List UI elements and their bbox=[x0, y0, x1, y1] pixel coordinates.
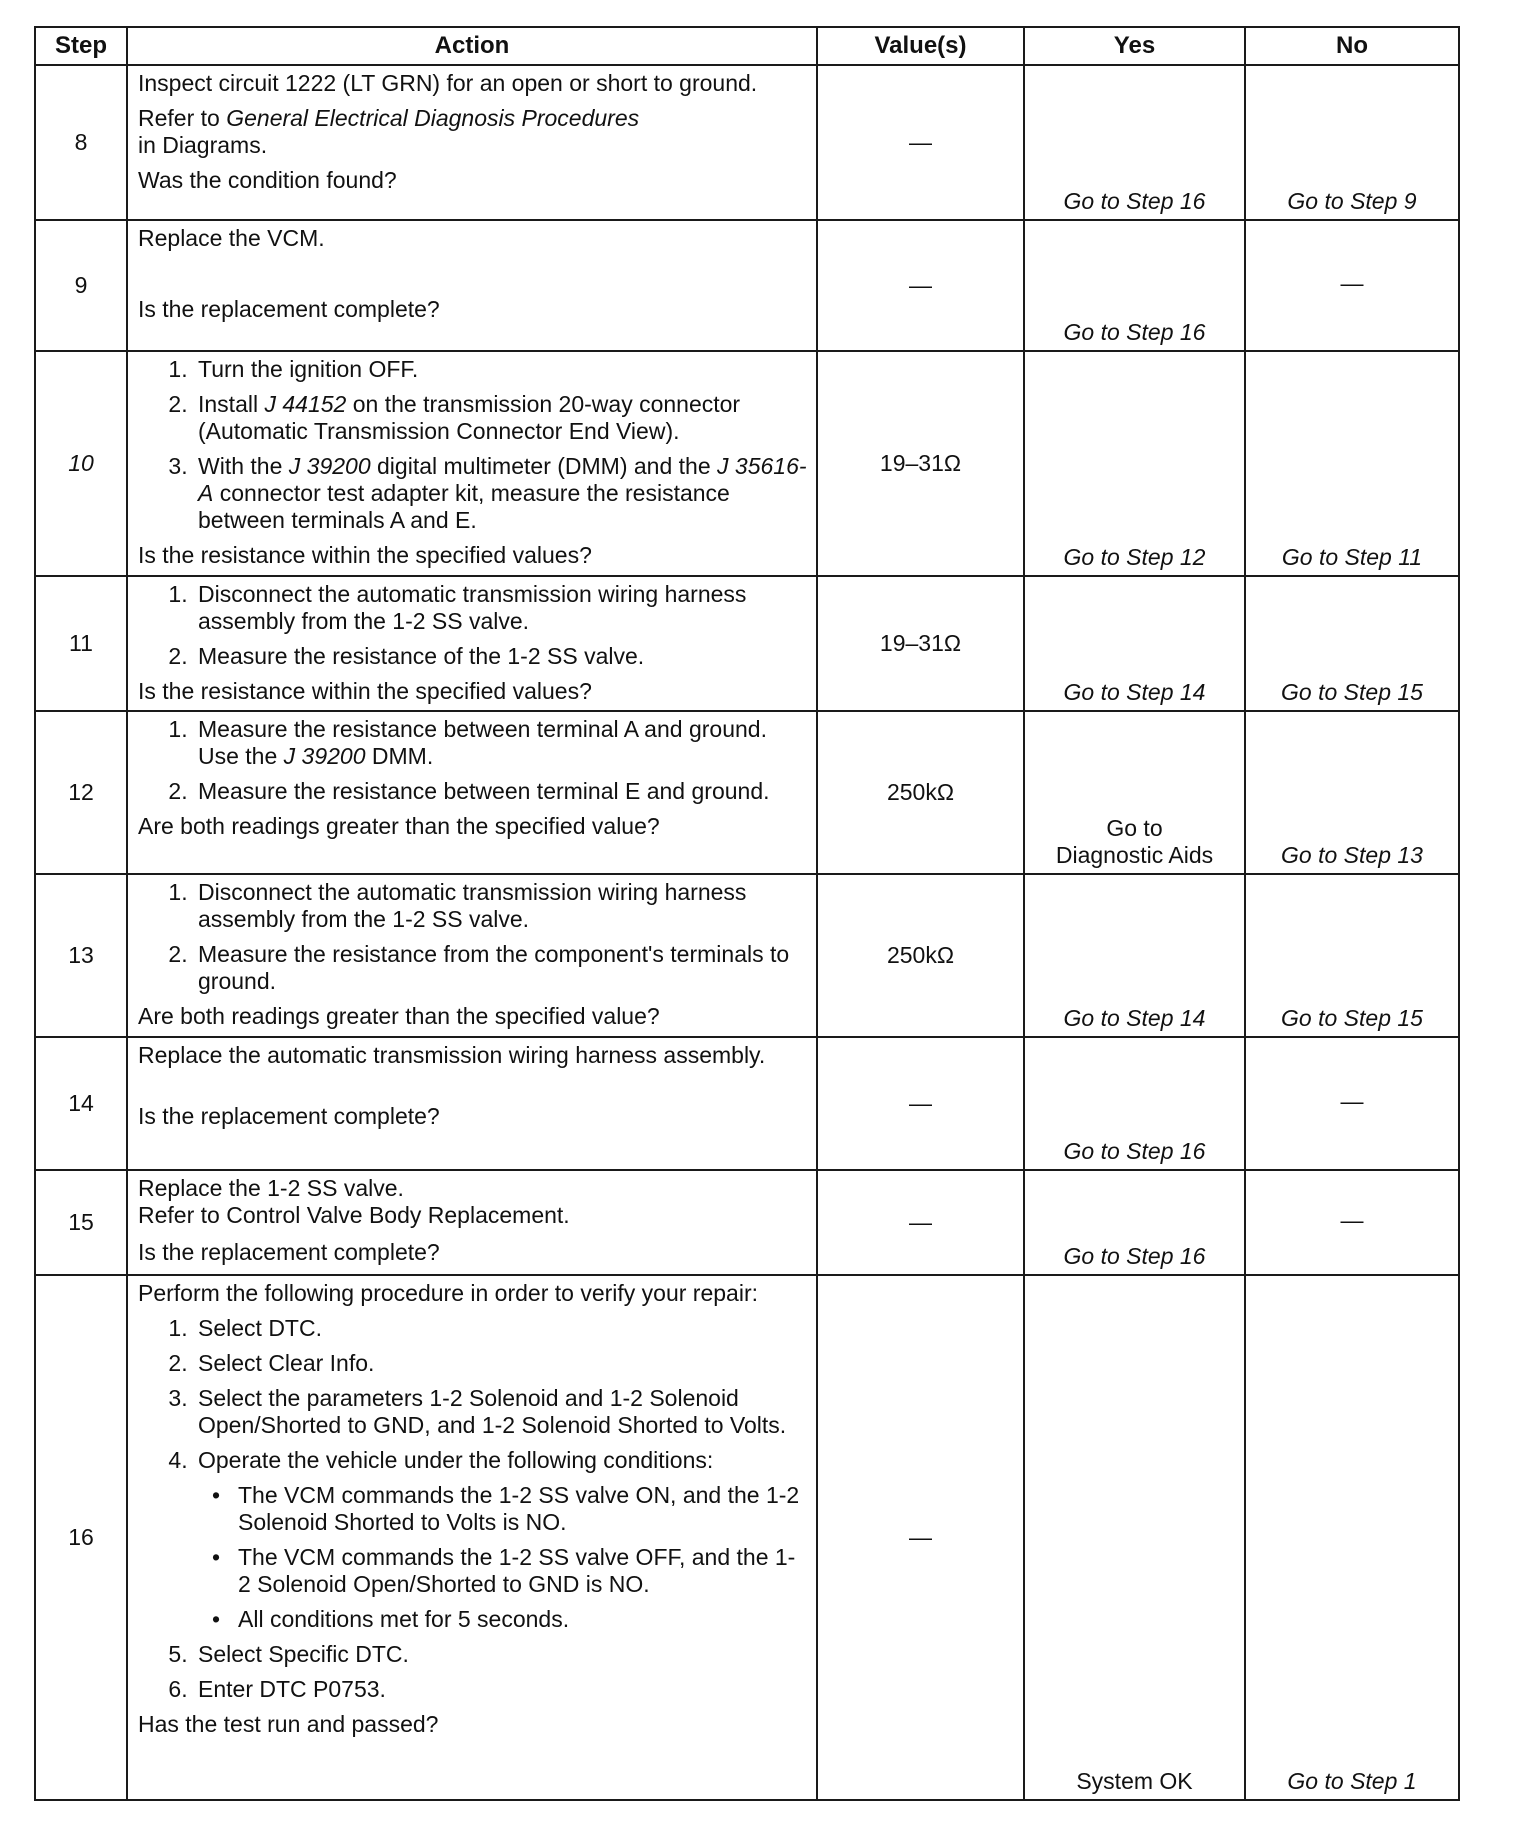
list-item: 1. Disconnect the automatic transmission wiring harness assembly from the 1-2 SS valve. bbox=[194, 581, 808, 635]
list-item: 2. Select Clear Info. bbox=[194, 1350, 808, 1377]
yes-cell: Go to Step 14 bbox=[1024, 874, 1245, 1037]
yes-cell: Go to Step 16 bbox=[1024, 220, 1245, 351]
yes-cell: Go to Step 16 bbox=[1024, 1170, 1245, 1275]
action-cell bbox=[127, 351, 817, 576]
list-item bbox=[194, 391, 808, 445]
table-row bbox=[35, 576, 1459, 711]
action-text: Install bbox=[198, 391, 265, 417]
action-question: Are both readings greater than the specified value? bbox=[138, 813, 660, 839]
action-cell bbox=[127, 874, 817, 1037]
header-values: Value(s) bbox=[817, 27, 1024, 65]
value-cell: — bbox=[817, 1170, 1024, 1275]
action-cell bbox=[127, 65, 817, 220]
action-question: Is the replacement complete? bbox=[138, 1239, 440, 1265]
action-text bbox=[138, 105, 808, 159]
action-question: Is the replacement complete? bbox=[138, 296, 440, 322]
action-cell bbox=[127, 220, 817, 351]
value-cell: — bbox=[817, 65, 1024, 220]
list-item: 3. Select the parameters 1-2 Solenoid and 1-2 Solenoid Open/Shorted to GND, and 1-2 Solenoid Shorted to Volts. bbox=[194, 1385, 808, 1439]
yes-cell: Go to Step 12 bbox=[1024, 351, 1245, 576]
action-text: Perform the following procedure in order to verify your repair: bbox=[138, 1280, 759, 1306]
list-item: 6. Enter DTC P0753. bbox=[194, 1676, 808, 1703]
step-number: 9 bbox=[35, 220, 127, 351]
list-item: 1. Turn the ignition OFF. bbox=[194, 356, 808, 383]
action-text bbox=[138, 1175, 808, 1229]
step-number: 16 bbox=[35, 1275, 127, 1800]
action-text: Operate the vehicle under the following conditions: bbox=[198, 1447, 714, 1473]
yes-text: Diagnostic Aids bbox=[1055, 842, 1214, 868]
bullet-item: • All conditions met for 5 seconds. bbox=[234, 1606, 808, 1633]
table-row bbox=[35, 711, 1459, 874]
yes-cell: Go to Step 16 bbox=[1024, 1037, 1245, 1170]
step-list bbox=[138, 1315, 808, 1703]
action-text: Measure the resistance between terminal A and ground. Use the bbox=[198, 716, 767, 769]
list-item: 1. Select DTC. bbox=[194, 1315, 808, 1342]
table-row bbox=[35, 220, 1459, 351]
table-row bbox=[35, 1037, 1459, 1170]
action-question: Has the test run and passed? bbox=[138, 1711, 439, 1737]
yes-text: Go to bbox=[1106, 815, 1163, 841]
action-text: With the bbox=[198, 453, 289, 479]
value-cell: 250kΩ bbox=[817, 711, 1024, 874]
step-list bbox=[138, 581, 808, 670]
tool-reference: J 39200 bbox=[288, 453, 371, 479]
action-text: Replace the automatic transmission wiring harness assembly. bbox=[138, 1042, 766, 1068]
step-number: 15 bbox=[35, 1170, 127, 1275]
no-cell: — bbox=[1245, 1170, 1459, 1275]
value-cell: — bbox=[817, 220, 1024, 351]
condition-list bbox=[198, 1482, 808, 1633]
action-text: Replace the 1-2 SS valve. bbox=[138, 1175, 404, 1201]
no-cell: — bbox=[1245, 1037, 1459, 1170]
step-list bbox=[138, 356, 808, 534]
list-item bbox=[194, 453, 808, 534]
step-list bbox=[138, 716, 808, 805]
action-cell bbox=[127, 1170, 817, 1275]
action-text: DMM. bbox=[365, 743, 434, 769]
list-item: 2. Measure the resistance between terminal E and ground. bbox=[194, 778, 808, 805]
yes-cell: Go to Step 14 bbox=[1024, 576, 1245, 711]
step-number: 14 bbox=[35, 1037, 127, 1170]
step-number: 8 bbox=[35, 65, 127, 220]
action-text: on the transmission 20-way connector (Automatic Transmission Connector End View). bbox=[198, 391, 741, 444]
no-cell: Go to Step 11 bbox=[1245, 351, 1459, 576]
action-cell bbox=[127, 576, 817, 711]
list-item: 2. Measure the resistance of the 1-2 SS valve. bbox=[194, 643, 808, 670]
header-action: Action bbox=[127, 27, 817, 65]
yes-cell: System OK bbox=[1024, 1275, 1245, 1800]
header-step: Step bbox=[35, 27, 127, 65]
step-number: 12 bbox=[35, 711, 127, 874]
value-cell: 19–31Ω bbox=[817, 576, 1024, 711]
list-item bbox=[194, 1447, 808, 1633]
value-cell: 19–31Ω bbox=[817, 351, 1024, 576]
step-number: 13 bbox=[35, 874, 127, 1037]
no-cell: — bbox=[1245, 220, 1459, 351]
list-item: 1. Disconnect the automatic transmission wiring harness assembly from the 1-2 SS valve. bbox=[194, 879, 808, 933]
action-text: Refer to bbox=[138, 105, 227, 131]
bullet-item: • The VCM commands the 1-2 SS valve OFF, and the 1-2 Solenoid Open/Shorted to GND is NO. bbox=[234, 1544, 808, 1598]
step-list bbox=[138, 879, 808, 995]
list-item bbox=[194, 716, 808, 770]
table-row bbox=[35, 1275, 1459, 1800]
tool-reference: J 44152 bbox=[264, 391, 347, 417]
yes-cell: Go to Step 16 bbox=[1024, 65, 1245, 220]
action-question: Are both readings greater than the specified value? bbox=[138, 1003, 660, 1029]
action-text: in Diagrams. bbox=[138, 132, 268, 158]
no-cell: Go to Step 9 bbox=[1245, 65, 1459, 220]
table-row bbox=[35, 65, 1459, 220]
table-row bbox=[35, 1170, 1459, 1275]
action-text: Inspect circuit 1222 (LT GRN) for an open or short to ground. bbox=[138, 70, 758, 96]
table-row bbox=[35, 874, 1459, 1037]
action-cell bbox=[127, 1037, 817, 1170]
header-yes: Yes bbox=[1024, 27, 1245, 65]
no-cell: Go to Step 1 bbox=[1245, 1275, 1459, 1800]
diagnostic-table bbox=[34, 26, 1460, 1801]
action-text: digital multimeter (DMM) and the bbox=[370, 453, 718, 479]
value-cell: — bbox=[817, 1037, 1024, 1170]
yes-cell bbox=[1024, 711, 1245, 874]
table-row bbox=[35, 351, 1459, 576]
step-number: 10 bbox=[35, 351, 127, 576]
tool-reference: J 39200 bbox=[283, 743, 366, 769]
action-question: Was the condition found? bbox=[138, 167, 397, 193]
list-item: 5. Select Specific DTC. bbox=[194, 1641, 808, 1668]
action-cell bbox=[127, 1275, 817, 1800]
no-cell: Go to Step 15 bbox=[1245, 576, 1459, 711]
no-cell: Go to Step 13 bbox=[1245, 711, 1459, 874]
reference-text: General Electrical Diagnosis Procedures bbox=[226, 105, 640, 131]
no-cell: Go to Step 15 bbox=[1245, 874, 1459, 1037]
value-cell: 250kΩ bbox=[817, 874, 1024, 1037]
action-cell bbox=[127, 711, 817, 874]
bullet-item: • The VCM commands the 1-2 SS valve ON, and the 1-2 Solenoid Shorted to Volts is NO. bbox=[234, 1482, 808, 1536]
step-number: 11 bbox=[35, 576, 127, 711]
list-item: 2. Measure the resistance from the component's terminals to ground. bbox=[194, 941, 808, 995]
action-text: Refer to Control Valve Body Replacement. bbox=[138, 1202, 570, 1228]
action-question: Is the replacement complete? bbox=[138, 1103, 440, 1129]
action-text: connector test adapter kit, measure the resistance between terminals A and E. bbox=[198, 480, 730, 533]
header-row bbox=[35, 27, 1459, 65]
action-question: Is the resistance within the specified values? bbox=[138, 678, 592, 704]
action-question: Is the resistance within the specified values? bbox=[138, 542, 592, 568]
action-text: Replace the VCM. bbox=[138, 225, 325, 251]
value-cell: — bbox=[817, 1275, 1024, 1800]
header-no: No bbox=[1245, 27, 1459, 65]
tool-reference: J 35616-A bbox=[198, 453, 807, 506]
